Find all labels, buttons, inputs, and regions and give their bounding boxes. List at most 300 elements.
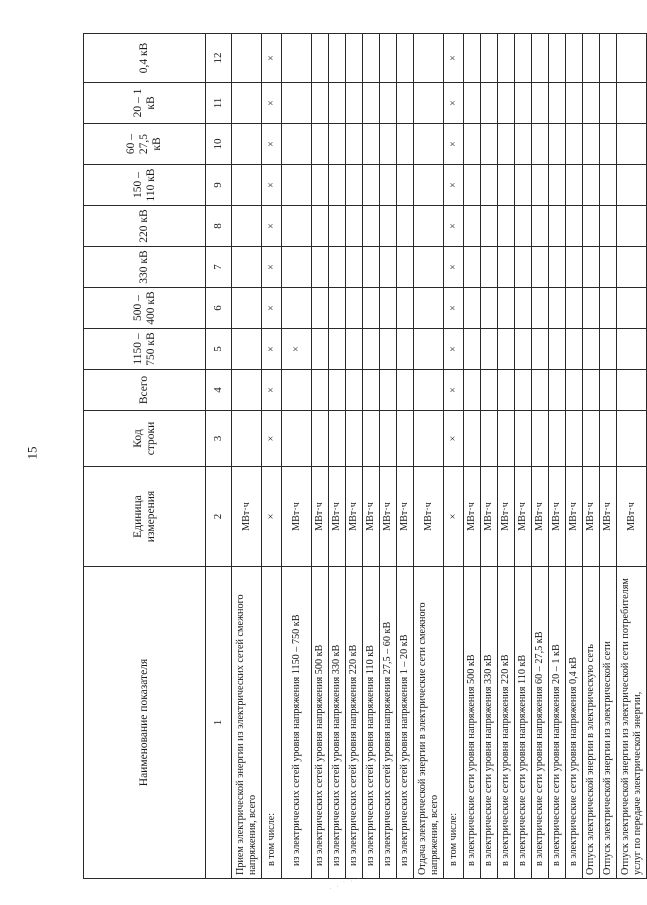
row-cell: [600, 288, 617, 329]
row-cell: [617, 329, 647, 370]
row-cell: [414, 247, 444, 288]
row-cell: [515, 165, 532, 206]
row-cell: [515, 206, 532, 247]
row-cell: [498, 370, 515, 411]
row-cell: [566, 370, 583, 411]
row-cell: [380, 411, 397, 467]
row-cell: [414, 165, 444, 206]
row-cell: [481, 206, 498, 247]
row-cell: [363, 206, 380, 247]
row-cell: [312, 83, 329, 124]
row-cell: [532, 124, 549, 165]
row-name: из электрических сетей уровня напряжения 330 кВ: [329, 567, 346, 879]
row-cell: ×: [262, 83, 282, 124]
row-name: из электрических сетей уровня напряжения 1150 – 750 кВ: [282, 567, 312, 879]
col-number: 7: [206, 247, 232, 288]
row-cell: ×: [262, 329, 282, 370]
table-row: [346, 34, 363, 879]
row-cell: [566, 329, 583, 370]
row-cell: ×: [262, 411, 282, 467]
row-cell: [232, 83, 262, 124]
col-number: 8: [206, 206, 232, 247]
table-row: [262, 34, 282, 879]
col-number: 9: [206, 165, 232, 206]
col-number: 10: [206, 124, 232, 165]
row-cell: [515, 124, 532, 165]
row-cell: [532, 329, 549, 370]
row-unit: МВт·ч: [532, 467, 549, 567]
row-name: в электрические сети уровня напряжения 110 кВ: [515, 567, 532, 879]
row-cell: [464, 288, 481, 329]
row-unit: МВт·ч: [464, 467, 481, 567]
row-cell: [232, 247, 262, 288]
row-cell: [566, 83, 583, 124]
row-cell: [549, 411, 566, 467]
row-cell: [583, 329, 600, 370]
row-cell: [481, 247, 498, 288]
page-number: [22, 0, 42, 905]
row-unit: МВт·ч: [583, 467, 600, 567]
row-unit: МВт·ч: [600, 467, 617, 567]
row-unit: МВт·ч: [414, 467, 444, 567]
row-cell: [515, 83, 532, 124]
row-cell: [566, 124, 583, 165]
row-cell: [397, 288, 414, 329]
col-header-20-1kv: 20 – 1 кВ: [84, 83, 206, 124]
col-header-220kv: 220 кВ: [84, 206, 206, 247]
row-cell: [532, 83, 549, 124]
row-unit: МВт·ч: [397, 467, 414, 567]
table-row: [549, 34, 566, 879]
table-row: [380, 34, 397, 879]
row-cell: [549, 83, 566, 124]
row-cell: [380, 34, 397, 83]
row-cell: [414, 124, 444, 165]
row-cell: [549, 329, 566, 370]
row-cell: [282, 288, 312, 329]
table-row: [532, 34, 549, 879]
row-cell: [566, 206, 583, 247]
col-number: 4: [206, 370, 232, 411]
row-cell: [380, 124, 397, 165]
table-row: [498, 34, 515, 879]
row-name: Отпуск электрической энергии в электрическую сеть: [583, 567, 600, 879]
col-header-150-110kv: 150 – 110 кВ: [84, 165, 206, 206]
row-cell: [232, 288, 262, 329]
row-cell: [481, 288, 498, 329]
column-number-row: [206, 34, 232, 879]
row-cell: [329, 247, 346, 288]
table-row: [329, 34, 346, 879]
row-cell: [414, 83, 444, 124]
row-cell: [583, 411, 600, 467]
col-number: 12: [206, 34, 232, 83]
row-cell: [566, 165, 583, 206]
table-body: [232, 34, 647, 879]
row-cell: [346, 165, 363, 206]
row-name: в том числе:: [262, 567, 282, 879]
row-cell: [464, 329, 481, 370]
row-name: в электрические сети уровня напряжения 20 – 1 кВ: [549, 567, 566, 879]
row-cell: [481, 370, 498, 411]
row-cell: [232, 370, 262, 411]
row-cell: [397, 165, 414, 206]
table-row: [363, 34, 380, 879]
row-name: Отпуск электрической энергии из электрической сети: [600, 567, 617, 879]
row-cell: [532, 288, 549, 329]
row-cell: [617, 124, 647, 165]
row-cell: ×: [444, 165, 464, 206]
row-cell: [481, 329, 498, 370]
row-cell: [617, 83, 647, 124]
row-cell: [498, 206, 515, 247]
row-cell: [515, 247, 532, 288]
row-name: из электрических сетей уровня напряжения 1 – 20 кВ: [397, 567, 414, 879]
row-name: в электрические сети уровня напряжения 330 кВ: [481, 567, 498, 879]
row-cell: [498, 329, 515, 370]
row-cell: [464, 206, 481, 247]
row-cell: [617, 247, 647, 288]
row-name: в электрические сети уровня напряжения 500 кВ: [464, 567, 481, 879]
row-cell: ×: [262, 288, 282, 329]
row-cell: [600, 165, 617, 206]
row-cell: [498, 124, 515, 165]
row-cell: [549, 124, 566, 165]
row-cell: [312, 247, 329, 288]
row-cell: [481, 124, 498, 165]
row-cell: [380, 206, 397, 247]
row-unit: МВт·ч: [346, 467, 363, 567]
scan-smudge: · · ˙ · ·: [328, 875, 363, 893]
row-cell: [515, 370, 532, 411]
row-cell: ×: [262, 34, 282, 83]
row-cell: [549, 165, 566, 206]
row-cell: [464, 370, 481, 411]
row-cell: [583, 206, 600, 247]
row-name: Отдача электрической энергии в электрические сети смежного напряжения, всего: [414, 567, 444, 879]
row-cell: [380, 329, 397, 370]
row-cell: [232, 34, 262, 83]
row-cell: [329, 83, 346, 124]
row-cell: [346, 411, 363, 467]
row-cell: [617, 206, 647, 247]
row-cell: ×: [444, 34, 464, 83]
row-name: Прием электрической энергии из электрических сетей смежного напряжения, всего: [232, 567, 262, 879]
row-cell: [232, 124, 262, 165]
row-cell: [549, 206, 566, 247]
row-cell: [600, 34, 617, 83]
row-cell: [363, 329, 380, 370]
row-name: в электрические сети уровня напряжения 60 – 27,5 кВ: [532, 567, 549, 879]
col-number: 5: [206, 329, 232, 370]
row-cell: [397, 247, 414, 288]
row-cell: [498, 247, 515, 288]
row-name: из электрических сетей уровня напряжения 500 кВ: [312, 567, 329, 879]
col-header-60-27kv: 60 – 27,5 кВ: [84, 124, 206, 165]
row-cell: [583, 247, 600, 288]
row-cell: [232, 165, 262, 206]
row-unit: ×: [262, 467, 282, 567]
row-name: из электрических сетей уровня напряжения 110 кВ: [363, 567, 380, 879]
row-unit: МВт·ч: [515, 467, 532, 567]
row-cell: [583, 34, 600, 83]
row-cell: [617, 165, 647, 206]
row-cell: [329, 370, 346, 411]
row-cell: [346, 247, 363, 288]
row-cell: [515, 411, 532, 467]
row-cell: [549, 370, 566, 411]
table-row: [232, 34, 262, 879]
row-cell: [532, 165, 549, 206]
table-row: [481, 34, 498, 879]
row-cell: [515, 329, 532, 370]
row-cell: [397, 206, 414, 247]
row-cell: [566, 34, 583, 83]
row-unit: МВт·ч: [312, 467, 329, 567]
row-cell: [414, 411, 444, 467]
row-cell: [363, 34, 380, 83]
col-number: 2: [206, 467, 232, 567]
row-cell: [414, 329, 444, 370]
row-cell: [380, 165, 397, 206]
row-cell: [363, 124, 380, 165]
row-cell: [232, 411, 262, 467]
row-cell: [414, 206, 444, 247]
row-cell: [312, 124, 329, 165]
row-cell: [464, 34, 481, 83]
row-unit: МВт·ч: [380, 467, 397, 567]
row-unit: ×: [444, 467, 464, 567]
row-name: в том числе:: [444, 567, 464, 879]
row-cell: [346, 329, 363, 370]
row-unit: МВт·ч: [566, 467, 583, 567]
table-row: [282, 34, 312, 879]
row-cell: ×: [262, 165, 282, 206]
row-cell: [617, 370, 647, 411]
row-cell: [532, 411, 549, 467]
row-unit: МВт·ч: [329, 467, 346, 567]
row-cell: [617, 288, 647, 329]
row-cell: [363, 247, 380, 288]
row-cell: [566, 411, 583, 467]
row-cell: [312, 288, 329, 329]
row-cell: [312, 206, 329, 247]
table-row: [617, 34, 647, 879]
row-cell: [583, 370, 600, 411]
row-cell: [414, 288, 444, 329]
row-cell: [464, 83, 481, 124]
row-cell: [363, 288, 380, 329]
row-unit: МВт·ч: [282, 467, 312, 567]
row-cell: [464, 165, 481, 206]
row-cell: [282, 165, 312, 206]
row-cell: ×: [444, 288, 464, 329]
row-cell: ×: [444, 247, 464, 288]
col-number: 11: [206, 83, 232, 124]
row-cell: [397, 411, 414, 467]
row-cell: [312, 411, 329, 467]
report-table: [83, 33, 647, 879]
row-cell: [566, 247, 583, 288]
row-cell: ×: [444, 329, 464, 370]
row-cell: ×: [444, 124, 464, 165]
row-cell: [549, 34, 566, 83]
row-unit: МВт·ч: [232, 467, 262, 567]
row-cell: [346, 124, 363, 165]
row-cell: [583, 288, 600, 329]
rotated-page: [83, 34, 643, 879]
table-row: [312, 34, 329, 879]
row-name: из электрических сетей уровня напряжения 220 кВ: [346, 567, 363, 879]
row-cell: [481, 165, 498, 206]
table-row: [566, 34, 583, 879]
header-row: [84, 34, 206, 879]
row-cell: [532, 34, 549, 83]
row-cell: [600, 83, 617, 124]
row-cell: [282, 247, 312, 288]
row-unit: МВт·ч: [363, 467, 380, 567]
row-cell: [600, 370, 617, 411]
row-cell: [498, 83, 515, 124]
row-cell: [329, 124, 346, 165]
row-cell: ×: [444, 206, 464, 247]
row-cell: [566, 288, 583, 329]
row-name: в электрические сети уровня напряжения 0,4 кВ: [566, 567, 583, 879]
row-cell: ×: [262, 206, 282, 247]
row-unit: МВт·ч: [498, 467, 515, 567]
row-cell: ×: [282, 329, 312, 370]
row-cell: [532, 370, 549, 411]
row-cell: [600, 329, 617, 370]
row-cell: [464, 411, 481, 467]
col-number: 6: [206, 288, 232, 329]
row-name: Отпуск электрической энергии из электрической сети потребителям услуг по передаче электрической энергии,: [617, 567, 647, 879]
col-header-0-4kv: 0,4 кВ: [84, 34, 206, 83]
row-cell: [600, 206, 617, 247]
table-row: [600, 34, 617, 879]
col-header-1150-750kv: 1150 – 750 кВ: [84, 329, 206, 370]
row-cell: [532, 247, 549, 288]
row-cell: [481, 34, 498, 83]
col-header-500-400kv: 500 – 400 кВ: [84, 288, 206, 329]
row-cell: [312, 329, 329, 370]
row-cell: [498, 288, 515, 329]
row-cell: [498, 165, 515, 206]
row-cell: [346, 83, 363, 124]
col-header-330kv: 330 кВ: [84, 247, 206, 288]
row-cell: [282, 34, 312, 83]
row-cell: [282, 83, 312, 124]
col-number: 3: [206, 411, 232, 467]
table-row: [414, 34, 444, 879]
col-header-unit: Единица измерения: [84, 467, 206, 567]
row-cell: [232, 206, 262, 247]
row-cell: [329, 34, 346, 83]
row-cell: ×: [262, 370, 282, 411]
row-cell: [397, 83, 414, 124]
row-cell: ×: [262, 247, 282, 288]
row-name: из электрических сетей уровня напряжения 27,5 – 60 кВ: [380, 567, 397, 879]
row-cell: [532, 206, 549, 247]
row-cell: [346, 34, 363, 83]
row-cell: [363, 370, 380, 411]
row-cell: [282, 124, 312, 165]
row-cell: [380, 83, 397, 124]
row-cell: ×: [444, 411, 464, 467]
row-cell: [397, 124, 414, 165]
row-name: в электрические сети уровня напряжения 220 кВ: [498, 567, 515, 879]
row-cell: [329, 165, 346, 206]
row-cell: [312, 34, 329, 83]
table-row: [464, 34, 481, 879]
row-cell: [232, 329, 262, 370]
row-cell: [583, 165, 600, 206]
row-cell: [397, 329, 414, 370]
row-cell: [380, 288, 397, 329]
row-cell: ×: [444, 370, 464, 411]
row-cell: [397, 370, 414, 411]
table-row: [397, 34, 414, 879]
row-cell: [481, 83, 498, 124]
row-cell: [583, 83, 600, 124]
row-cell: [498, 411, 515, 467]
table-row: [444, 34, 464, 879]
row-cell: [617, 411, 647, 467]
row-cell: [363, 411, 380, 467]
row-cell: [397, 34, 414, 83]
row-unit: МВт·ч: [549, 467, 566, 567]
row-cell: [498, 34, 515, 83]
row-cell: ×: [262, 124, 282, 165]
row-cell: [600, 411, 617, 467]
row-cell: [346, 370, 363, 411]
col-header-total: Всего: [84, 370, 206, 411]
row-cell: [363, 165, 380, 206]
row-cell: [414, 370, 444, 411]
row-cell: [617, 34, 647, 83]
row-cell: [515, 34, 532, 83]
col-header-name: Наименование показателя: [84, 567, 206, 879]
row-cell: [549, 247, 566, 288]
row-cell: [464, 247, 481, 288]
row-cell: [312, 165, 329, 206]
row-cell: [380, 370, 397, 411]
row-cell: [583, 124, 600, 165]
row-unit: МВт·ч: [617, 467, 647, 567]
row-cell: [282, 206, 312, 247]
row-cell: [481, 411, 498, 467]
row-cell: [600, 247, 617, 288]
row-cell: [414, 34, 444, 83]
row-cell: ×: [444, 83, 464, 124]
row-cell: [464, 124, 481, 165]
page-number-text: 15: [24, 446, 39, 459]
row-cell: [282, 411, 312, 467]
row-cell: [549, 288, 566, 329]
table-row: [515, 34, 532, 879]
row-unit: МВт·ч: [481, 467, 498, 567]
row-cell: [329, 329, 346, 370]
row-cell: [282, 370, 312, 411]
col-number: 1: [206, 567, 232, 879]
row-cell: [329, 288, 346, 329]
row-cell: [515, 288, 532, 329]
row-cell: [329, 411, 346, 467]
row-cell: [600, 124, 617, 165]
row-cell: [363, 83, 380, 124]
row-cell: [346, 206, 363, 247]
row-cell: [312, 370, 329, 411]
